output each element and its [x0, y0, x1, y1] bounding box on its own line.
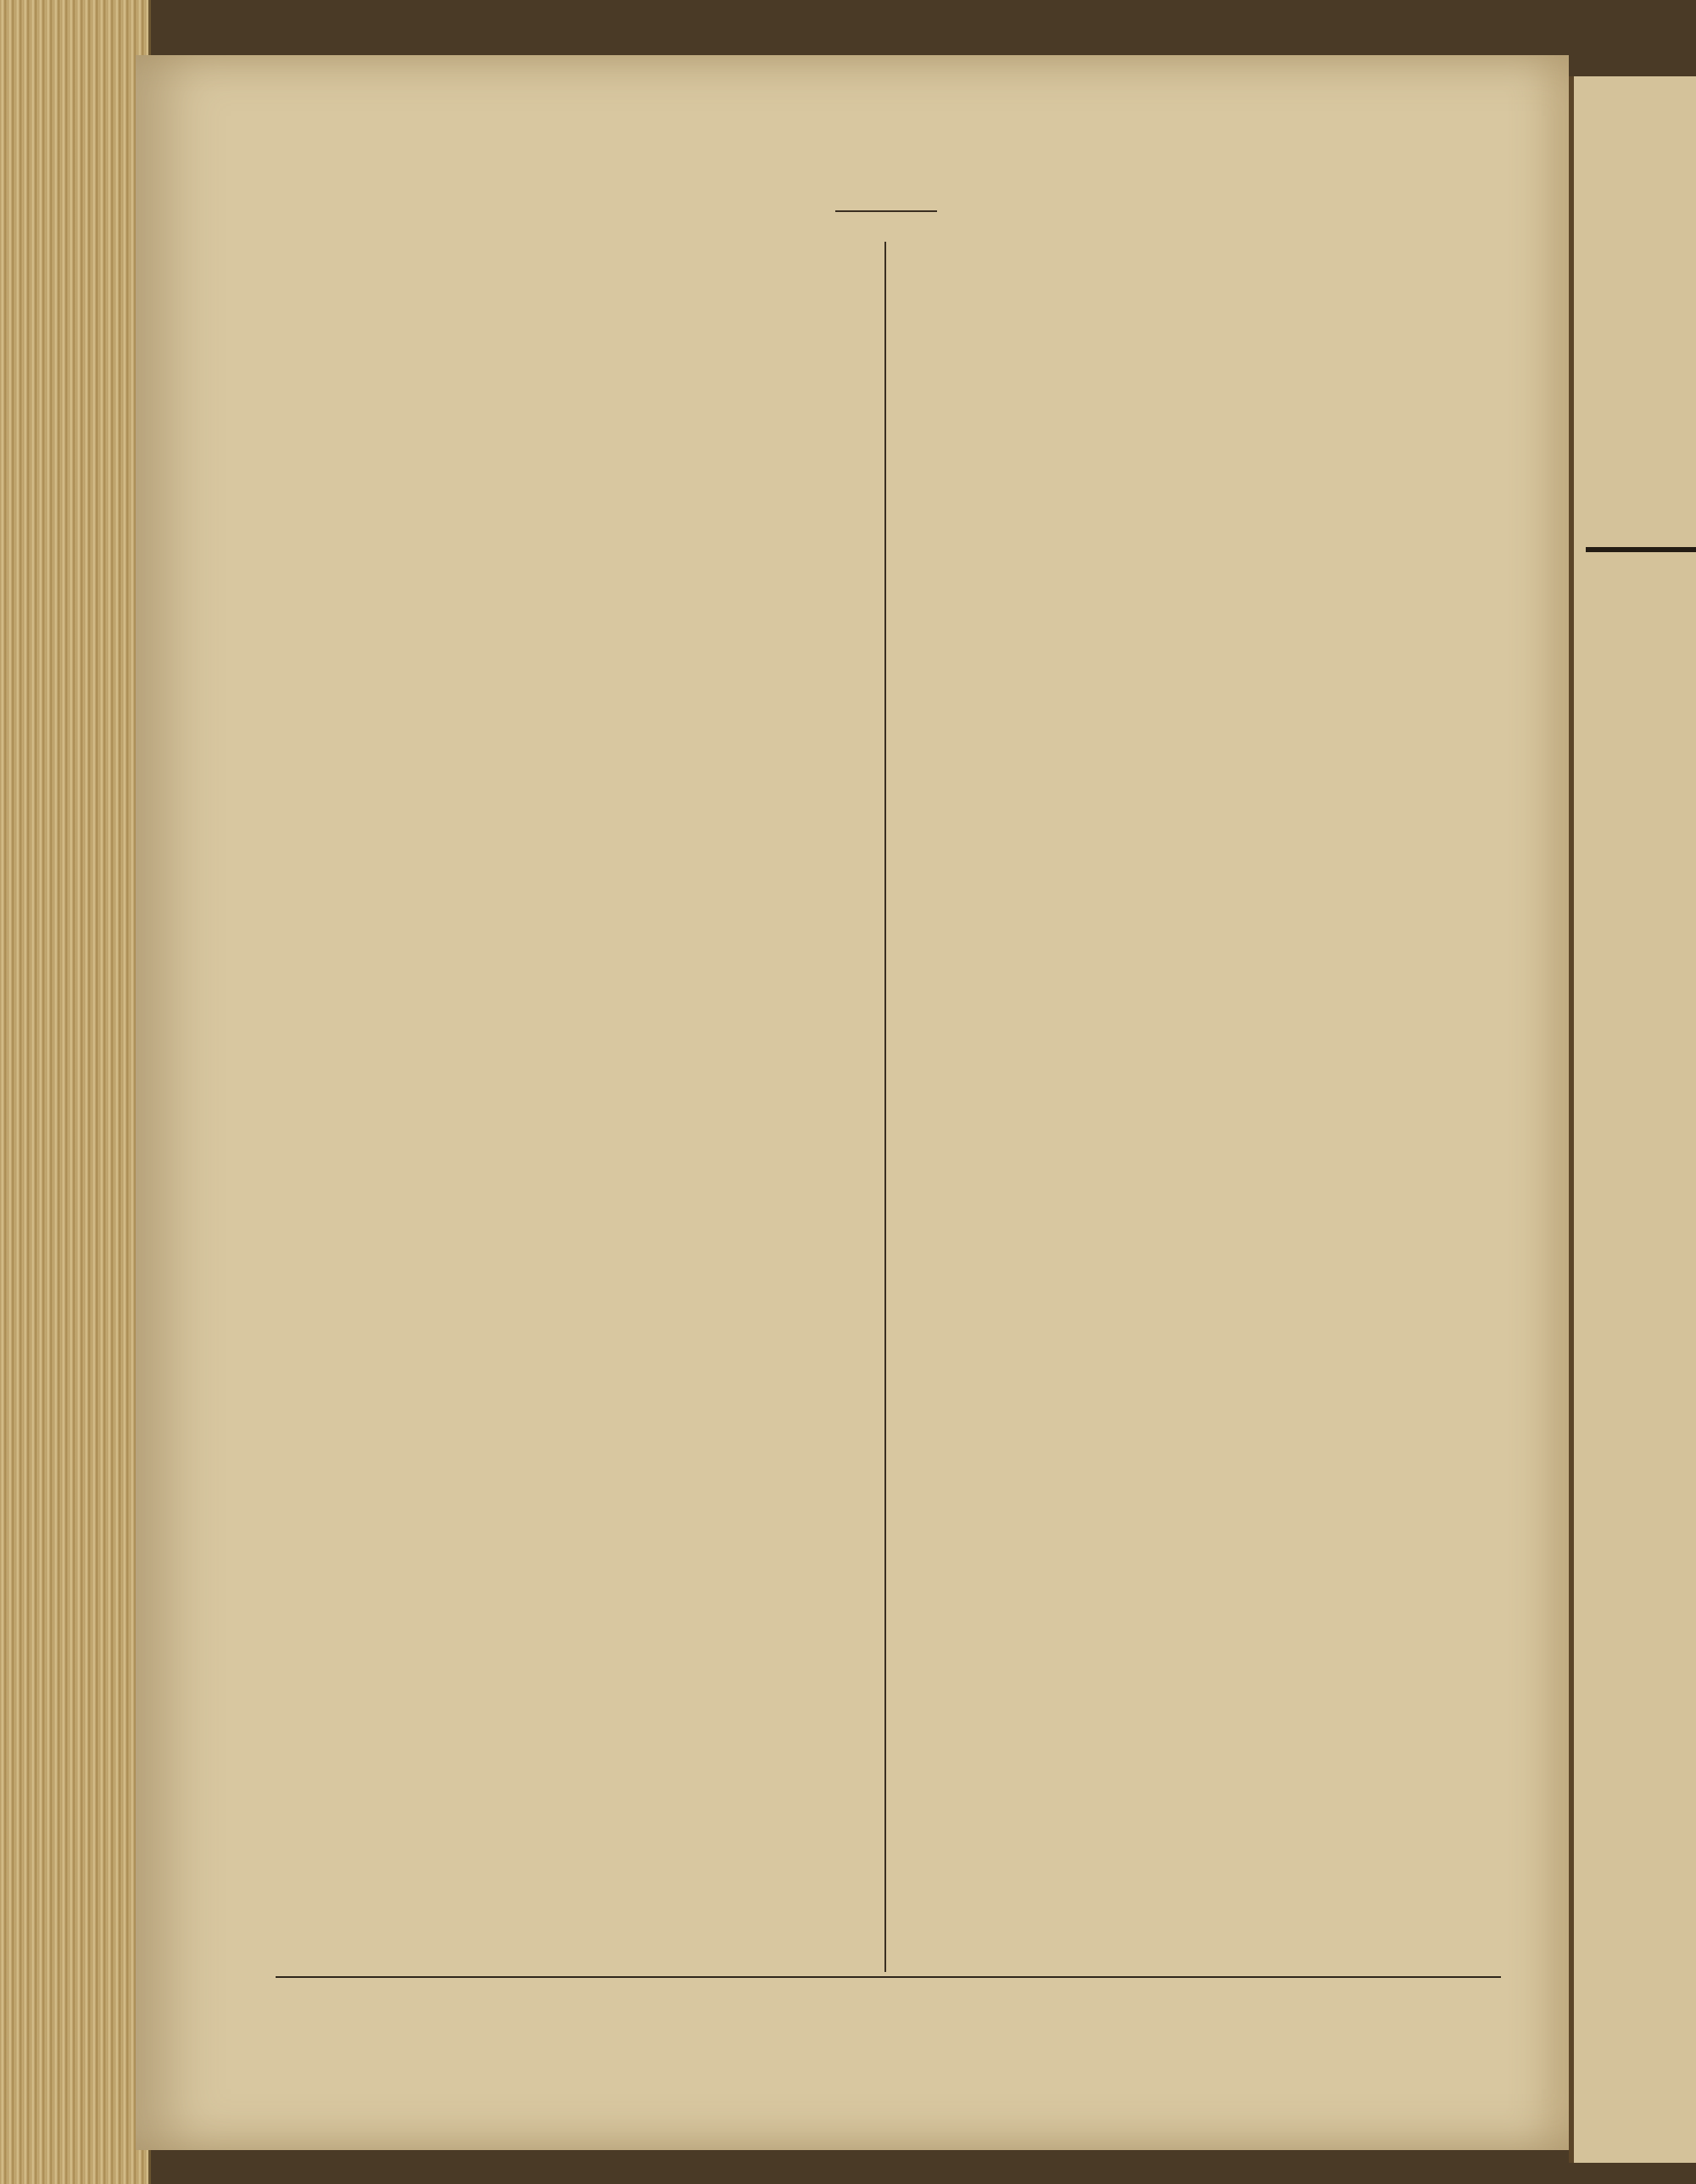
column-divider [884, 242, 886, 1972]
book-page-edges [0, 0, 151, 2184]
footer-rule [276, 1976, 1501, 1978]
left-column [276, 242, 869, 1972]
right-column [904, 242, 1498, 1972]
adjacent-header-rule [1586, 547, 1696, 552]
page-number-rule [835, 210, 937, 212]
adjacent-page [1569, 76, 1696, 2163]
